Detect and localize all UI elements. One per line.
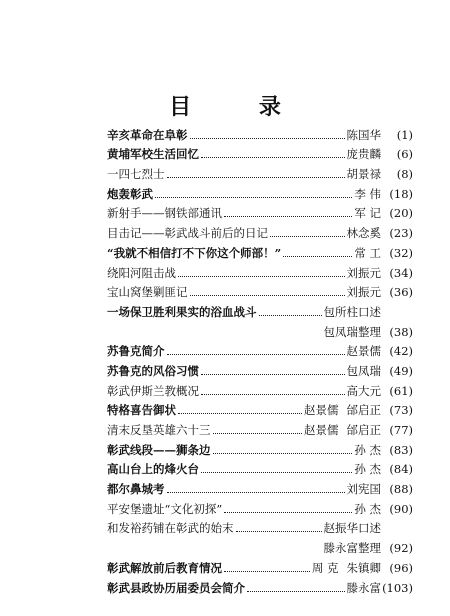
page-title: 目 录 [169,95,311,120]
entry-page: (73) [389,403,413,418]
entry-editor: 滕永富整理 [323,541,381,556]
toc-entry [107,476,413,496]
entry-title: 清末反垦英雄六十三 [107,423,211,437]
toc-entry [107,181,413,201]
entry-author: 包凤瑞 [346,363,381,378]
entry-title: 炮轰彰武 [107,186,153,201]
toc-entry [107,555,413,575]
entry-author: 庞贵麟 [346,147,381,162]
leader-dots [155,197,352,198]
entry-author: 刘宪国 [346,482,381,497]
entry-author: 赵振华口述 [323,521,381,536]
entry-page: (88) [389,482,413,497]
entry-author: 孙 杰 [354,462,381,477]
entry-author: 李 伟 [354,186,381,201]
entry-title: “我就不相信打不下你这个师部！” [107,245,282,260]
entry-page: (20) [389,206,413,221]
toc-entry [107,358,413,378]
toc-entry [107,398,413,418]
entry-title: 辛亥革命在阜彰 [107,127,188,142]
leader-dots [259,315,322,316]
entry-title: 绕阳河阻击战 [107,265,176,280]
toc-entry [107,516,413,536]
entry-coauthor: 朱镇卿 [346,560,381,575]
leader-dots [213,453,353,454]
entry-title: 宝山窝堡剿匪记 [107,285,188,300]
entry-page: (83) [389,442,413,457]
entry-page: (38) [389,324,413,339]
entry-author: 胡景禄 [346,167,381,182]
entry-title: 黄埔军校生活回忆 [107,147,199,162]
entry-page: (23) [389,226,413,241]
entry-page: (18) [389,186,413,201]
entry-author: 高大元 [346,383,381,398]
entry-page: (84) [389,462,413,477]
leader-dots [167,354,345,355]
toc-entry [107,280,413,300]
entry-title: 都尔鼻城考 [107,482,165,497]
leader-dots [201,157,345,158]
entry-author: 赵景儒 [346,344,381,359]
table-of-contents [107,122,413,595]
toc-entry [107,220,413,240]
leader-dots [224,571,310,572]
entry-title: 一场保卫胜利果实的浴血战斗 [107,304,257,319]
leader-dots [247,591,345,592]
entry-page: (77) [389,423,413,437]
entry-title: 一四七烈士 [107,167,165,182]
leader-dots [224,512,352,513]
leader-dots [201,394,345,395]
leader-dots [213,433,303,434]
leader-dots [190,295,345,296]
entry-title: 苏鲁克的风俗习惯 [107,363,199,378]
entry-title: 彰武解放前后教育情况 [107,560,222,575]
entry-author: 滕永富 [346,580,381,595]
entry-page: (32) [389,245,413,260]
toc-entry-continuation [107,319,413,339]
toc-entry [107,437,413,457]
entry-title: 彰武伊斯兰教概况 [107,383,199,398]
entry-title: 新射手——钢铁部通讯 [107,206,222,221]
entry-page: (61) [389,383,413,398]
toc-entry [107,201,413,221]
entry-page: (36) [389,285,413,300]
entry-author: 刘振元 [346,285,381,300]
entry-page: (90) [389,501,413,516]
leader-dots [190,138,345,139]
leader-dots [178,413,302,414]
leader-dots [167,492,345,493]
entry-title: 和发裕药铺在彰武的始末 [107,521,234,536]
toc-entry-continuation [107,535,413,555]
entry-page: (96) [389,560,413,575]
entry-title: 特格喜告御状 [107,403,176,418]
entry-author: 孙 杰 [354,442,381,457]
toc-entry [107,575,413,595]
leader-dots [178,276,345,277]
leader-dots [236,531,322,532]
toc-entry [107,496,413,516]
entry-page: (34) [389,265,413,280]
entry-author: 赵景儒 [304,423,339,437]
entry-author: 孙 杰 [354,501,381,516]
entry-page: (6) [396,147,413,162]
leader-dots [201,374,345,375]
entry-editor: 包凤瑞整理 [323,324,381,339]
toc-entry [107,122,413,142]
leader-dots [167,177,345,178]
entry-author: 陈国华 [346,127,381,142]
entry-title: 目击记——彰武战斗前后的日记 [107,226,268,241]
toc-entry [107,457,413,477]
entry-author: 林念奚 [346,226,381,241]
entry-page: (49) [389,363,413,378]
entry-author: 刘振元 [346,265,381,280]
entry-author: 常 工 [354,245,381,260]
entry-page: (92) [389,541,413,556]
entry-author: 赵景儒 [304,403,339,418]
toc-entry [107,417,413,437]
toc-entry [107,161,413,181]
entry-title: 苏鲁克简介 [107,344,165,359]
entry-title: 平安堡遗址“文化初探” [107,501,223,516]
entry-title: 高山台上的烽火台 [107,462,199,477]
entry-title: 彰武县政协历届委员会简介 [107,580,245,595]
entry-page: (103) [382,580,413,595]
entry-page: (1) [396,127,413,142]
entry-coauthor: 邰启正 [346,403,381,418]
leader-dots [201,472,352,473]
entry-page: (42) [389,344,413,359]
entry-author: 周 克 [311,560,339,575]
entry-author: 军 记 [354,206,381,221]
toc-entry [107,240,413,260]
leader-dots [283,256,352,257]
toc-entry [107,260,413,280]
entry-page: (8) [396,167,413,182]
entry-author: 包所柱口述 [323,304,381,319]
toc-entry [107,142,413,162]
toc-entry [107,378,413,398]
leader-dots [224,216,352,217]
toc-entry [107,299,413,319]
leader-dots [270,236,345,237]
entry-coauthor: 邰启正 [346,423,381,437]
toc-entry [107,339,413,359]
entry-title: 彰武线段——狮条边 [107,442,211,457]
